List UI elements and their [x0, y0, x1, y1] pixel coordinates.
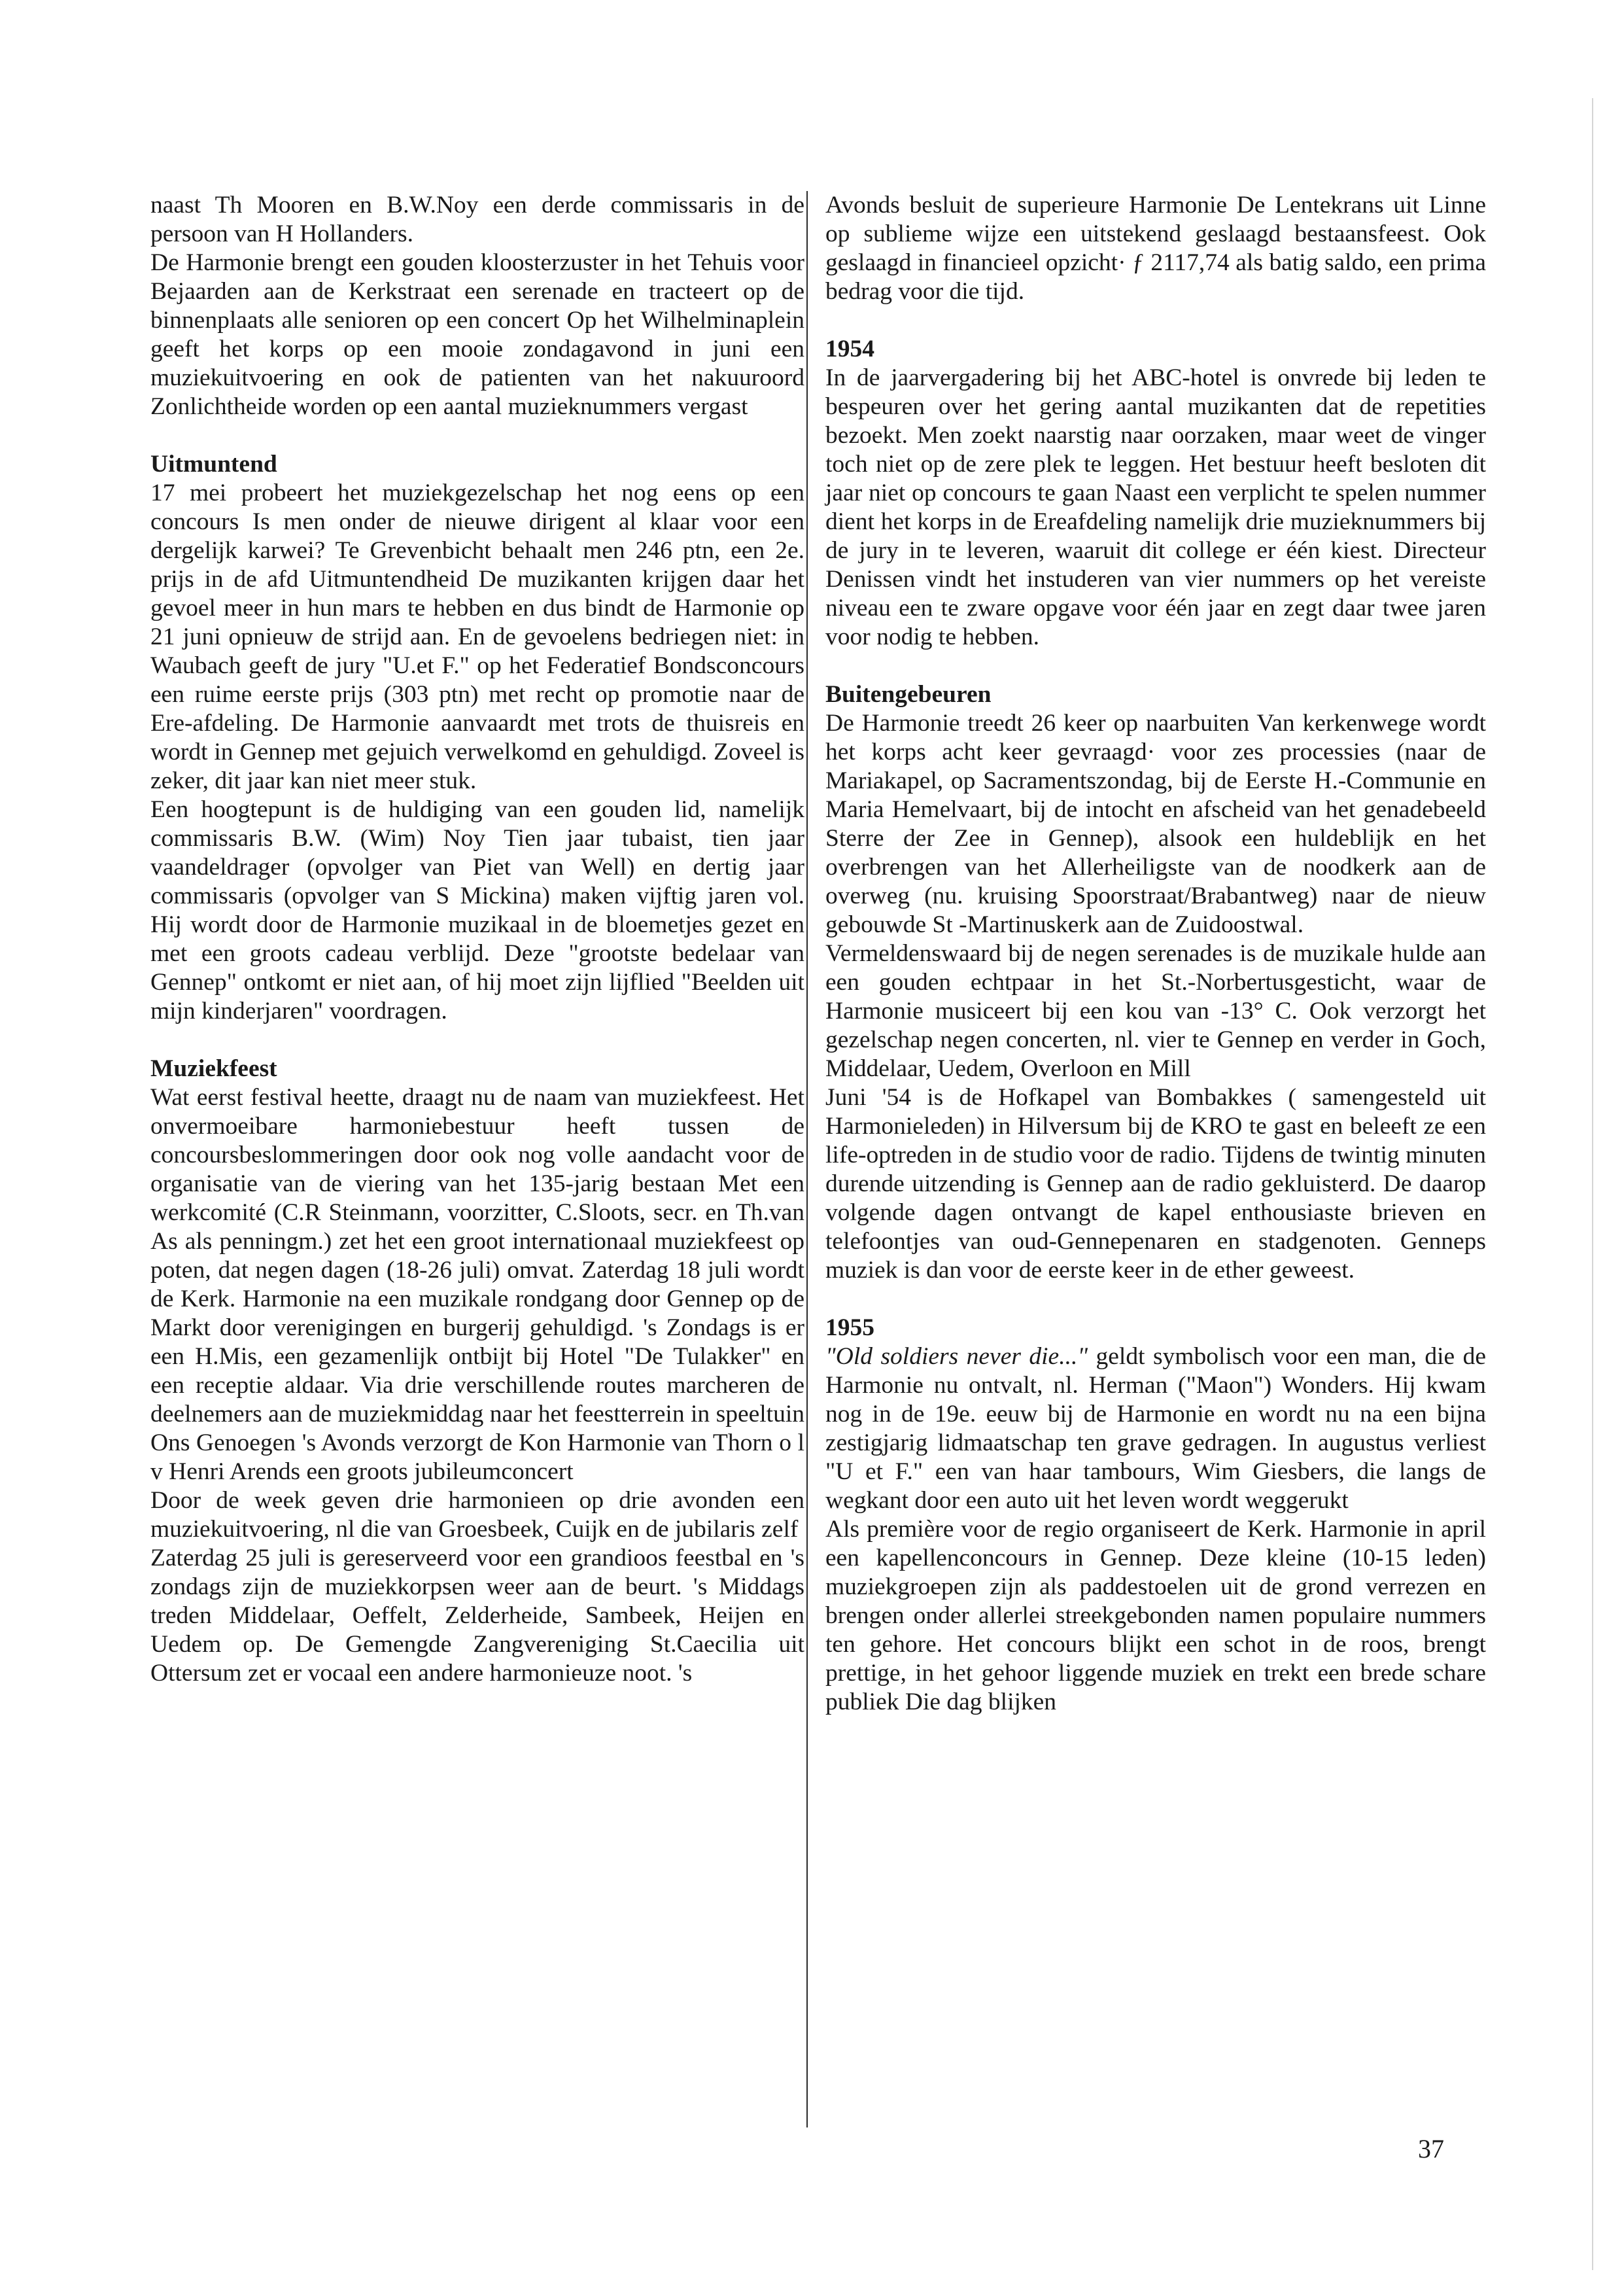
section-1955 [825, 1314, 1486, 1717]
section-heading: 1954 [825, 336, 874, 362]
right-column [825, 191, 1486, 1717]
section-heading: Uitmuntend [150, 451, 277, 478]
paragraph-text: geldt symbolisch voor een man, die de Harmonie nu ontvalt, nl. Herman ("Maon") Wonders. Hij kwam nog in de 19e. eeuw bij de Harmonie en wordt nu na een bijna zestigjarig lidmaatschap ten grave gedragen. In augustus verliest "U et F." een van haar tambours, Wim Giesbers, die langs de wegkant door een auto uit het leven wordt weggerukt [825, 1343, 1486, 1514]
paragraph [825, 1342, 1486, 1515]
paragraph: naast Th Mooren en B.W.Noy een derde commissaris in de persoon van H Hollanders. [150, 192, 804, 247]
paragraph: Vermeldenswaard bij de negen serenades is de muzikale hulde aan een gouden echtpaar in het St.-Norbertusgesticht, waar de Harmonie musiceert bij een kou van -13° C. Ook verzorgt het gezelschap negen concerten, nl. vier te Gennep en verder in Goch, Middelaar, Uedem, Overloon en Mill [825, 940, 1486, 1082]
page-number: 37 [1418, 2134, 1444, 2163]
section-buitengebeuren [825, 680, 1486, 1285]
scan-edge-line [1592, 98, 1593, 2270]
column-divider [806, 191, 808, 2127]
section-muziekfeest [150, 1055, 804, 1688]
paragraph: Als première voor de regio organiseert de Kerk. Harmonie in april een kapellenconcours in Gennep. Deze kleine (10-15 leden) muziekgroepen zijn als paddestoelen uit de grond verrezen en brengen onder allerlei streekgebonden namen populaire nummers ten gehore. Het concours blijkt een schot in de roos, brengt prettige, in het gehoor liggende muziek en trekt een brede schare publiek Die dag blijken [825, 1516, 1486, 1715]
paragraph: Juni '54 is de Hofkapel van Bombakkes ( samengesteld uit Harmonieleden) in Hilversum bij de KRO te gast en beleeft ze een life-optreden in de studio voor de radio. Tijdens de twintig minuten durende uitzending is Gennep aan de radio gekluisterd. De daarop volgende dagen ontvangt de kapel enthousiaste brieven en telefoontjes van oud-Gennepenaren en stadgenoten. Genneps muziek is dan voor de eerste keer in de ether geweest. [825, 1084, 1486, 1284]
left-column [150, 191, 804, 1688]
section-heading: Buitengebeuren [825, 681, 992, 708]
paragraph: De Harmonie treedt 26 keer op naarbuiten Van kerkenwege wordt het korps acht keer gevraagd· voor zes processies (naar de Mariakapel, op Sacramentszondag, bij de Eerste H.-Communie en Maria Hemelvaart, bij de intocht en afscheid van het genadebeeld Sterre der Zee in Gennep), alsook een huldeblijk en het overbrengen van het Allerheiligste van de noodkerk aan de overweg (nu. kruising Spoorstraat/Brabantweg) naar de nieuw gebouwde St -Martinuskerk aan de Zuidoostwal. [825, 710, 1486, 938]
paragraph: 17 mei probeert het muziekgezelschap het nog eens op een concours Is men onder de nieuwe dirigent al klaar voor een dergelijk karwei? Te Grevenbicht behaalt men 246 ptn, een 2e. prijs in de afd Uitmuntendheid De muzikanten krijgen daar het gevoel meer in hun mars te hebben en dus bindt de Harmonie op 21 juni opnieuw de strijd aan. En de gevoelens bedriegen niet: in Waubach geeft de jury "U.et F." op het Federatief Bondsconcours een ruime eerste prijs (303 ptn) met recht op promotie naar de Ere-afdeling. De Harmonie aanvaardt met trots de thuisreis en wordt in Gennep met gejuich verwelkomd en gehuldigd. Zoveel is zeker, dit jaar kan niet meer stuk. [150, 480, 804, 794]
paragraph: Door de week geven drie harmonieen op drie avonden een muziekuitvoering, nl die van Groesbeek, Cuijk en de jubilaris zelf [150, 1487, 804, 1543]
section-uitmuntend [150, 450, 804, 1026]
section-1954 [825, 335, 1486, 652]
paragraph: Een hoogtepunt is de huldiging van een gouden lid, namelijk commissaris B.W. (Wim) Noy Tien jaar tubaist, tien jaar vaandeldrager (opvolger van Piet van Well) en dertig jaar commissaris (opvolger van S Mickina) maken vijftig jaren vol. Hij wordt door de Harmonie muzikaal in de bloemetjes gezet en met een groots cadeau verblijd. Deze "grootste bedelaar van Gennep" ontkomt er niet aan, of hij moet zijn lijflied "Beelden uit mijn kinderjaren" voordragen. [150, 796, 804, 1024]
section-heading: Muziekfeest [150, 1055, 277, 1082]
paragraph: Wat eerst festival heette, draagt nu de naam van muziekfeest. Het onvermoeibare harmoniebestuur heeft tussen de concoursbeslommeringen door ook nog volle aandacht voor de organisatie van de viering van het 135-jarig bestaan Met een werkcomité (C.R Steinmann, voorzitter, C.Sloots, secr. en Th.van As als penningm.) zet het een groot internationaal muziekfeest op poten, dat negen dagen (18-26 juli) omvat. Zaterdag 18 juli wordt de Kerk. Harmonie na een muzikale rondgang door Gennep op de Markt door verenigingen en burgerij gehuldigd. 's Zondags is er een H.Mis, een gezamenlijk ontbijt bij Hotel "De Tulakker" en een receptie aldaar. Via drie verschillende routes marcheren de deelnemers aan de muziekmiddag naar het feestterrein in speeltuin Ons Genoegen 's Avonds verzorgt de Kon Harmonie van Thorn o l v Henri Arends een groots jubileumconcert [150, 1084, 804, 1485]
paragraph: Zaterdag 25 juli is gereserveerd voor een grandioos feestbal en 's zondags zijn de muziekkorpsen weer aan de beurt. 's Middags treden Middelaar, Oeffelt, Zelderheide, Sambeek, Heijen en Uedem op. De Gemengde Zangvereniging St.Caecilia uit Ottersum zet er vocaal een andere harmonieuze noot. 's [150, 1545, 804, 1687]
paragraph: In de jaarvergadering bij het ABC-hotel is onvrede bij leden te bespeuren over het gering aantal muzikanten dat de repetities bezoekt. Men zoekt naarstig naar oorzaken, maar weet de vinger toch niet op de zere plek te leggen. Het bestuur heeft besloten dit jaar niet op concours te gaan Naast een verplicht te spelen nummer dient het korps in de Ereafdeling namelijk drie muzieknummers bij de jury in te leveren, waaruit dit college er één kiest. Directeur Denissen vindt het instuderen van vier nummers op het vereiste niveau een te zware opgave voor één jaar en zegt daar twee jaren voor nodig te hebben. [825, 364, 1486, 650]
quote-text: "Old soldiers never die..." [825, 1343, 1088, 1370]
paragraph: De Harmonie brengt een gouden kloosterzuster in het Tehuis voor Bejaarden aan de Kerkstraat een serenade en tracteert op de binnenplaats alle senioren op een concert Op het Wilhelminaplein geeft het korps op een mooie zondagavond in juni een muziekuitvoering en ook de patienten van het nakuuroord Zonlichtheide worden op een aantal muzieknummers vergast [150, 249, 804, 420]
paragraph: Avonds besluit de superieure Harmonie De Lentekrans uit Linne op sublieme wijze een uitstekend geslaagd bestaansfeest. Ook geslaagd in financieel opzicht· ƒ 2117,74 als batig saldo, een prima bedrag voor die tijd. [825, 192, 1486, 305]
section-heading: 1955 [825, 1314, 874, 1341]
